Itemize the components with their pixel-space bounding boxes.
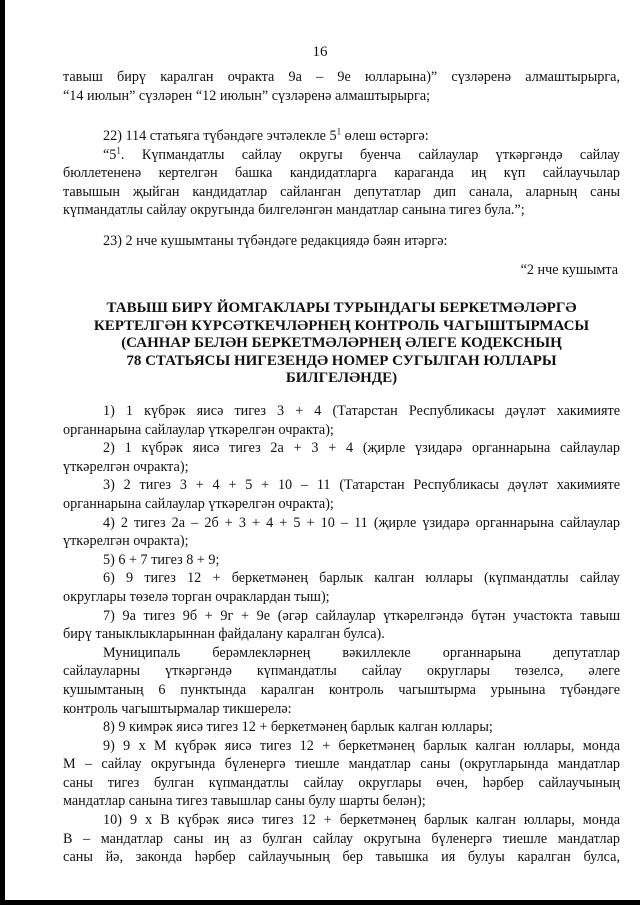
rule-6-line-2: округлары төзелә торган очраклардан тыш); — [63, 588, 330, 605]
rule-9-line-1: 9) 9 x M күбрәк яисә тигез 12 + беркетмәнең барлык калган юллары, монда — [103, 737, 620, 754]
rule-2-line-2: үткәрелгән очракта); — [63, 458, 189, 475]
item-22-heading-text: 22) 114 статьяга түбәндәге эчтәлекле 5 — [103, 128, 337, 144]
rule-7-line-1: 7) 9а тигез 9б + 9г + 9е (әгәр сайлаулар үткәрелгәндә бүтән участокта тавыш — [103, 607, 620, 624]
title-line-2: КЕРТЕЛГӘН КҮРСӘТКЕЧЛӘРНЕҢ КОНТРОЛЬ ЧАГЫШТЫРМАСЫ — [93, 317, 590, 334]
rule-5: 5) 6 + 7 тигез 8 + 9; — [103, 551, 220, 568]
rule-10-line-3: саны йә, законда һәрбер сайлаучының бер тавышка ия булуы каралган булса, — [63, 849, 620, 866]
item-23 — [63, 232, 620, 251]
rule-9-line-3: саны тигез булган күпмандатлы сайлау округлары өчен, һәрбер сайлаучының — [63, 774, 620, 791]
rule-6-line-1: 6) 9 тигез 12 + беркетмәнең барлык калган юллары (күпмандатлы сайлау — [103, 570, 620, 587]
item-22-heading-sup: 1 — [336, 126, 342, 137]
intro-block — [63, 68, 620, 105]
title-line-3: (САННАР БЕЛӘН БЕРКЕТМӘЛӘРНЕҢ ӘЛЕГЕ КОДЕКСНЫҢ — [121, 335, 562, 351]
quote-sup: 1 — [116, 144, 121, 155]
item-22-heading-tail: өлеш өстәргә: — [341, 128, 429, 144]
rule-2-line-1: 2) 1 күбрәк яисә тигез 2а + 3 + 4 (җирле үзидарә органнарына сайлаулар — [103, 440, 620, 457]
municipal-line-1: Муниципаль берәмлекләрнең вәкиллекле органнарына депутатлар — [103, 644, 620, 661]
rules-list — [63, 402, 620, 867]
rule-1-line-2: органнарына сайлаулар үткәрелгән очракта); — [63, 421, 334, 438]
item-22-heading — [63, 127, 620, 146]
quote-line-1-text: . Күпмандатлы сайлау округы буенча сайлаулар үткәргәндә сайлау — [120, 146, 620, 163]
item-22-quote-line-1 — [63, 146, 620, 165]
appendix-label: “2 нче кушымта — [520, 262, 618, 278]
rule-4-line-2: үткәрелгән очракта); — [63, 533, 189, 550]
rule-1-line-1: 1) 1 күбрәк яисә тигез 3 + 4 (Татарстан Республикасы дәүләт хакимияте — [103, 403, 620, 419]
municipal-line-4: контроль чагыштырмалар тикшерелә: — [63, 700, 292, 717]
rule-7-line-2: бирү таныклыкларыннан файдалану каралган булса). — [63, 626, 385, 643]
quote-start: “5 — [103, 146, 117, 163]
item-22 — [63, 127, 620, 220]
item-22-quote-line-4: күпмандатлы сайлау округында билгеләнгән мандатлар санына тигез була.”; — [63, 202, 525, 219]
rule-3-line-2: органнарына сайлаулар үткәрелгән очракта); — [63, 495, 334, 512]
item-22-quote-line-2: бюллетененә кертелгән башка кандидатларга караганда иң күп сайлаучылар — [63, 165, 620, 182]
scan-bottom-edge — [0, 900, 640, 905]
title-line-5: БИЛГЕЛӘНДЕ) — [285, 370, 398, 386]
intro-line-1: тавыш бирү каралган очракта 9а – 9е юлларына)” сүзләренә алмаштырырга, — [63, 69, 620, 85]
rule-3-line-1: 3) 2 тигез 3 + 4 + 5 + 10 – 11 (Татарстан Республикасы дәүләт хакимияте — [103, 477, 620, 494]
rule-9-line-2: М – сайлау округында бүленергә тиешле мандатлар саны (округларында мандатлар — [63, 756, 620, 773]
scan-left-edge — [0, 0, 5, 905]
municipal-line-2: сайлауларны үткәргәндә күпмандатлы сайлау округлары төзелсә, әлеге — [63, 663, 620, 680]
item-22-quote-line-3: тавышын җыйган кандидатлар сайланган депутатлар дип санала, аларның саны — [63, 183, 620, 200]
intro-line-2: “14 июлын” сүзләрен “12 июлын” сүзләренә алмаштырырга; — [63, 87, 431, 104]
appendix-title — [63, 300, 620, 388]
rule-10-line-1: 10) 9 x В күбрәк яисә тигез 12 + беркетмәнең барлык калган юллары, монда — [103, 812, 620, 829]
item-23-text: 23) 2 нче кушымтаны түбәндәге редакциядә бәян итәргә: — [103, 233, 448, 249]
municipal-line-3: кушымтаның 6 пунктында каралган контроль чагыштырма урынына түбәндәге — [63, 681, 620, 698]
title-line-4: 78 СТАТЬЯСЫ НИГЕЗЕНДӘ НОМЕР СУГЫЛГАН ЮЛЛАРЫ — [126, 352, 557, 369]
rule-4-line-1: 4) 2 тигез 2а – 2б + 3 + 4 + 5 + 10 – 11 (җирле үзидарә органнарына сайлаулар — [103, 514, 620, 531]
page-number: 16 — [312, 44, 328, 60]
rule-8: 8) 9 кимрәк яисә тигез 12 + беркетмәнең барлык калган юллары; — [103, 719, 493, 736]
rule-10-line-2: В – мандатлар саны иң аз булган сайлау округына бүленергә тиешле мандатлар — [63, 830, 620, 847]
title-line-1: ТАВЫШ БИРҮ ЙОМГАКЛАРЫ ТУРЫНДАГЫ БЕРКЕТМӘЛӘРГӘ — [106, 300, 577, 316]
rule-9-line-4: мандатлар санына тигез тавышлар саны булу шарты белән); — [63, 793, 426, 810]
